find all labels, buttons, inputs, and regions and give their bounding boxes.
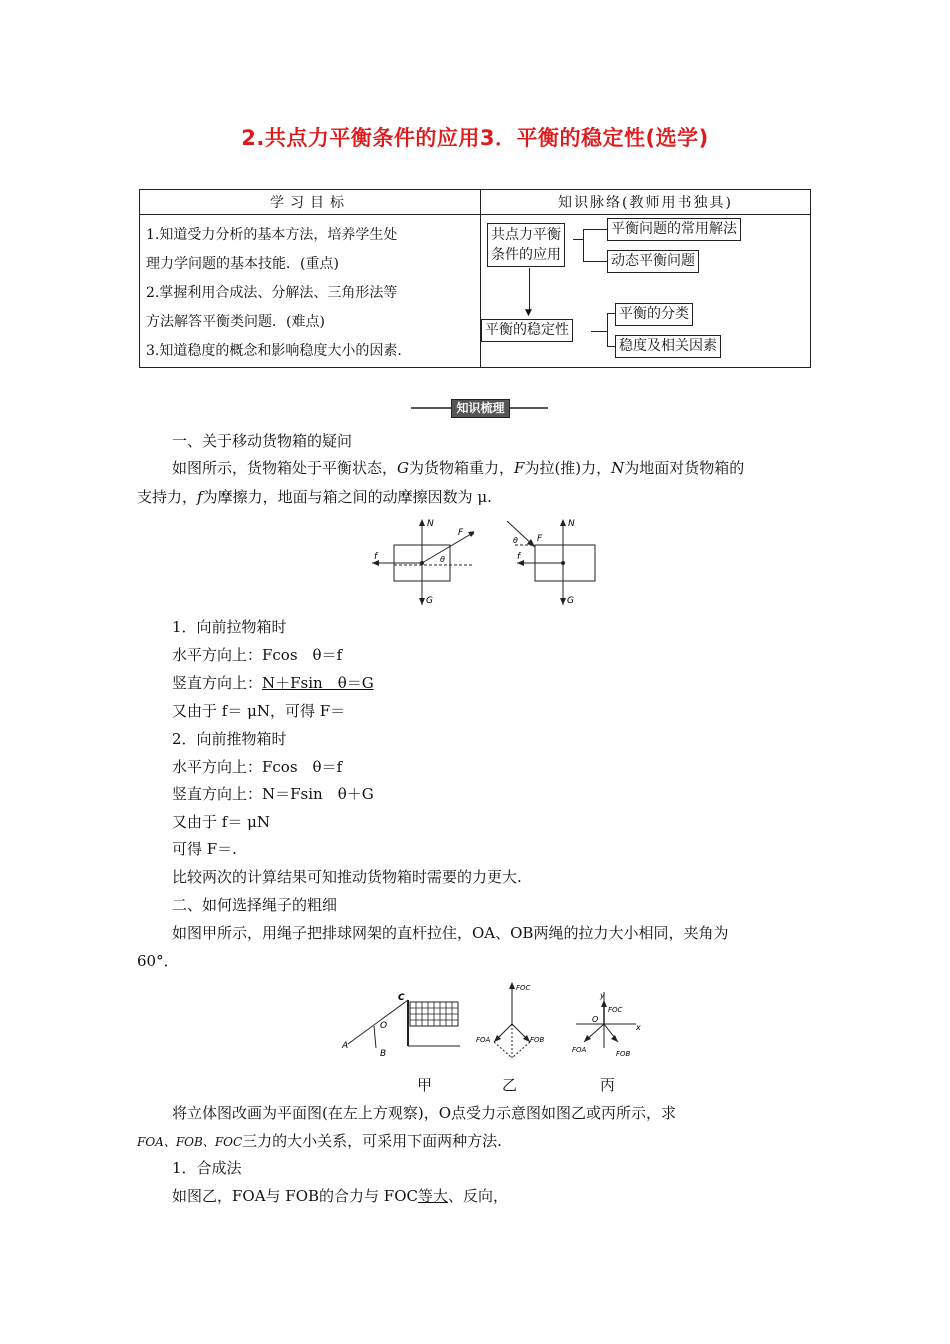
- label-x: x: [636, 1023, 641, 1032]
- label-FOB: FOB: [616, 1050, 631, 1058]
- section-heading: 二、如何选择绳子的粗细: [172, 896, 338, 914]
- banner-label: 知识梳理: [451, 399, 510, 418]
- label-N: N: [568, 519, 575, 529]
- map-connector: [607, 313, 608, 346]
- caption-jia: 甲: [417, 1076, 433, 1094]
- map-root-box: 共点力平衡 条件的应用: [487, 223, 565, 267]
- label-FOA: FOA: [476, 1036, 491, 1044]
- equation-line: 水平方向上：Fcos θ＝f: [172, 646, 343, 664]
- equation-line: 又由于 f＝ μN，可得 F＝: [172, 702, 346, 720]
- goal-line: 方法解答平衡类问题．(难点): [146, 314, 325, 330]
- map-branch-solutions: 平衡问题的常用解法: [607, 218, 741, 241]
- sub-heading: 2．向前推物箱时: [172, 730, 287, 748]
- paragraph: 如图所示，货物箱处于平衡状态，G为货物箱重力，F为拉(推)力，N为地面对货物箱的: [172, 459, 745, 477]
- learning-goals-table: [139, 189, 811, 368]
- label-B: B: [380, 1049, 387, 1059]
- map-root2-box: 平衡的稳定性: [481, 319, 573, 342]
- label-f: f: [517, 552, 521, 562]
- force-diagram-bing: [570, 988, 645, 1060]
- equation-line: 又由于 f＝ μN: [172, 813, 270, 831]
- goal-line: 理力学问题的基本技能．(重点): [146, 256, 339, 272]
- label-O: O: [592, 1015, 599, 1024]
- map-branch-dynamic: 动态平衡问题: [607, 250, 699, 273]
- map-connector: [583, 261, 607, 262]
- equation-line: 可得 F＝.: [172, 840, 237, 858]
- equation-line: 水平方向上：Fcos θ＝f: [172, 758, 343, 776]
- knowledge-map: [481, 215, 811, 368]
- map-branch-stability: 稳度及相关因素: [615, 335, 721, 358]
- map-branch-classification: 平衡的分类: [615, 303, 693, 326]
- map-arrow: [529, 268, 530, 313]
- label-FOB: FOB: [530, 1036, 545, 1044]
- header-learning-goals: 学习目标: [140, 190, 481, 215]
- page-title: 2.共点力平衡条件的应用3．平衡的稳定性(选学): [241, 126, 709, 150]
- paragraph: 如图甲所示，用绳子把排球网架的直杆拉住，OA、OB两绳的拉力大小相同，夹角为: [172, 924, 729, 942]
- map-connector: [573, 239, 583, 240]
- label-FOC: FOC: [516, 984, 531, 992]
- paragraph: 支持力，f为摩擦力，地面与箱之间的动摩擦因数为 μ.: [137, 488, 492, 506]
- label-C: C: [398, 993, 405, 1003]
- label-y: y: [600, 991, 605, 1000]
- paragraph: 比较两次的计算结果可知推动货物箱时需要的力更大.: [172, 868, 522, 886]
- paragraph: 将立体图改画为平面图(在左上方观察)，O点受力示意图如图乙或丙所示，求: [172, 1104, 677, 1122]
- paragraph: 如图乙，FOA与 FOB的合力与 FOC等大、反向，: [172, 1187, 509, 1205]
- net-frame-figure: [340, 990, 465, 1060]
- header-knowledge-map: 知识脉络(教师用书独具): [481, 190, 811, 215]
- label-F: F: [458, 528, 464, 538]
- map-connector: [583, 229, 607, 230]
- label-G: G: [426, 596, 433, 606]
- sub-heading: 1．合成法: [172, 1159, 242, 1177]
- label-FOC: FOC: [608, 1006, 623, 1014]
- label-f: f: [374, 552, 378, 562]
- goal-line: 2.掌握利用合成法、分解法、三角形法等: [146, 285, 398, 301]
- label-N: N: [427, 519, 434, 529]
- equation-line: 竖直方向上：N＝Fsin θ＋G: [172, 785, 374, 803]
- label-F: F: [537, 534, 543, 544]
- label-O: O: [380, 1021, 388, 1031]
- label-theta: θ: [440, 555, 445, 564]
- push-box-figure: [505, 517, 610, 607]
- map-connector: [591, 331, 607, 332]
- goals-list: [140, 215, 481, 368]
- goal-line: 1.知道受力分析的基本方法，培养学生处: [146, 227, 398, 243]
- map-connector: [583, 229, 584, 261]
- paragraph: 60°．: [137, 952, 179, 970]
- arrow-down-icon: ▼: [525, 308, 532, 318]
- map-connector: [607, 313, 615, 314]
- label-theta: θ: [513, 536, 518, 545]
- caption-bing: 丙: [600, 1076, 616, 1094]
- goal-line: 3.知道稳度的概念和影响稳度大小的因素．: [146, 343, 412, 359]
- label-A: A: [342, 1041, 349, 1051]
- paragraph: FOA、FOB、FOC三力的大小关系，可采用下面两种方法.: [137, 1132, 502, 1150]
- caption-yi: 乙: [502, 1076, 518, 1094]
- section-heading: 一、关于移动货物箱的疑问: [172, 432, 353, 450]
- label-G: G: [567, 596, 574, 606]
- equation-line: 竖直方向上：N＋Fsin θ＝G: [172, 674, 374, 692]
- section-banner: [411, 399, 548, 417]
- sub-heading: 1．向前拉物箱时: [172, 618, 287, 636]
- pull-box-figure: [372, 517, 474, 607]
- map-connector: [607, 346, 615, 347]
- label-FOA: FOA: [572, 1046, 587, 1054]
- force-diagram-yi: [476, 978, 551, 1062]
